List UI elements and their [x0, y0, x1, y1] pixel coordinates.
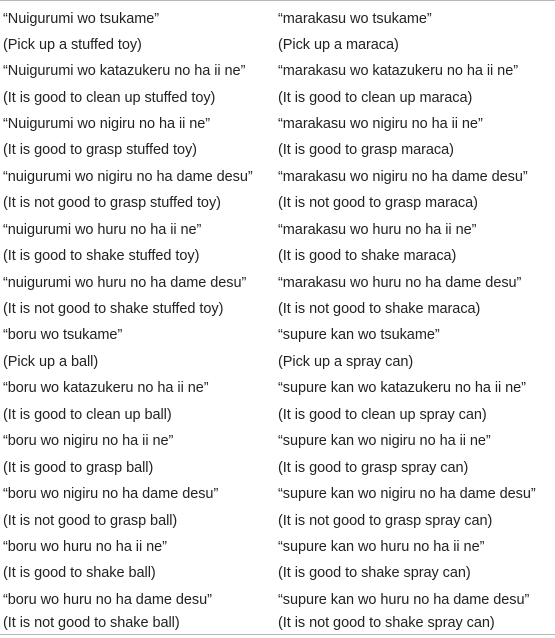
table-cell-left: “Nuigurumi wo nigiru no ha ii ne” — [3, 116, 211, 132]
table-cell-right: (It is good to grasp spray can) — [278, 460, 469, 476]
table-cell-right: “supure kan wo nigiru no ha dame desu” — [278, 486, 536, 502]
table-cell-left: “boru wo nigiru no ha dame desu” — [3, 486, 219, 502]
table-row — [0, 455, 555, 481]
table-cell-right: “marakasu wo katazukeru no ha ii ne” — [278, 63, 518, 79]
table-row — [0, 402, 555, 428]
table-cell-right: (It is good to shake spray can) — [278, 565, 471, 581]
table-cell-left: “boru wo huru no ha ii ne” — [3, 539, 167, 555]
table-cell-right: “supure kan wo tsukame” — [278, 327, 440, 343]
table-row — [0, 508, 555, 534]
table-row — [0, 32, 555, 58]
table-cell-left: “boru wo katazukeru no ha ii ne” — [3, 380, 209, 396]
table-cell-left: “boru wo nigiru no ha ii ne” — [3, 433, 174, 449]
table-row — [0, 85, 555, 111]
table-cell-right: (It is good to clean up maraca) — [278, 90, 473, 106]
table-top-rule — [0, 0, 555, 1]
table-cell-right: (It is good to clean up spray can) — [278, 407, 487, 423]
table-row — [0, 534, 555, 560]
table-cell-right: (It is not good to shake maraca) — [278, 301, 481, 317]
table-cell-right: (It is good to grasp maraca) — [278, 142, 454, 158]
table-cell-right: (Pick up a spray can) — [278, 354, 414, 370]
table-cell-left: “nuigurumi wo huru no ha ii ne” — [3, 222, 202, 238]
table-cell-right: (It is not good to grasp spray can) — [278, 513, 493, 529]
table-cell-left: (It is not good to grasp ball) — [3, 513, 178, 529]
table-row — [0, 137, 555, 163]
table-cell-right: (It is not good to shake spray can) — [278, 615, 495, 631]
table-cell-left: “Nuigurumi wo tsukame” — [3, 11, 160, 27]
table-cell-left: (It is good to shake stuffed toy) — [3, 248, 200, 264]
table-row — [0, 6, 555, 32]
table-row — [0, 217, 555, 243]
table-cell-left: (It is good to grasp ball) — [3, 460, 154, 476]
table-bottom-rule — [0, 634, 555, 635]
table-cell-left: “nuigurumi wo nigiru no ha dame desu” — [3, 169, 253, 185]
table-cell-right: “marakasu wo nigiru no ha dame desu” — [278, 169, 528, 185]
table-row — [0, 243, 555, 269]
table-cell-left: (It is not good to shake stuffed toy) — [3, 301, 224, 317]
table-row — [0, 58, 555, 84]
table-row — [0, 481, 555, 507]
table-cell-left: (It is good to clean up stuffed toy) — [3, 90, 216, 106]
table-row — [0, 111, 555, 137]
table-row — [0, 322, 555, 348]
table-cell-right: (Pick up a maraca) — [278, 37, 399, 53]
table-row — [0, 428, 555, 454]
table-row — [0, 610, 555, 636]
table-cell-left: (It is not good to grasp stuffed toy) — [3, 195, 221, 211]
table-cell-left: (Pick up a ball) — [3, 354, 99, 370]
table-cell-left: “boru wo huru no ha dame desu” — [3, 592, 212, 608]
table-cell-right: “supure kan wo katazukeru no ha ii ne” — [278, 380, 526, 396]
table-cell-right: “supure kan wo huru no ha ii ne” — [278, 539, 485, 555]
table-cell-left: (It is good to clean up ball) — [3, 407, 172, 423]
table-cell-left: (It is not good to shake ball) — [3, 615, 180, 631]
table-cell-left: “boru wo tsukame” — [3, 327, 123, 343]
table-cell-right: “marakasu wo nigiru no ha ii ne” — [278, 116, 483, 132]
table-cell-left: (Pick up a stuffed toy) — [3, 37, 142, 53]
table-row — [0, 190, 555, 216]
table-row — [0, 349, 555, 375]
table-row — [0, 164, 555, 190]
table-cell-left: “nuigurumi wo huru no ha dame desu” — [3, 275, 247, 291]
table-cell-left: (It is good to shake ball) — [3, 565, 156, 581]
table-cell-left: (It is good to grasp stuffed toy) — [3, 142, 197, 158]
table-cell-right: (It is good to shake maraca) — [278, 248, 457, 264]
table-row — [0, 296, 555, 322]
table-row — [0, 560, 555, 586]
table-cell-right: “marakasu wo huru no ha dame desu” — [278, 275, 522, 291]
table-cell-left: “Nuigurumi wo katazukeru no ha ii ne” — [3, 63, 246, 79]
table-cell-right: “supure kan wo huru no ha dame desu” — [278, 592, 530, 608]
table-cell-right: “supure kan wo nigiru no ha ii ne” — [278, 433, 491, 449]
table-cell-right: “marakasu wo tsukame” — [278, 11, 432, 27]
table-row — [0, 270, 555, 296]
table-row — [0, 375, 555, 401]
table-cell-right: (It is not good to grasp maraca) — [278, 195, 478, 211]
table-cell-right: “marakasu wo huru no ha ii ne” — [278, 222, 477, 238]
